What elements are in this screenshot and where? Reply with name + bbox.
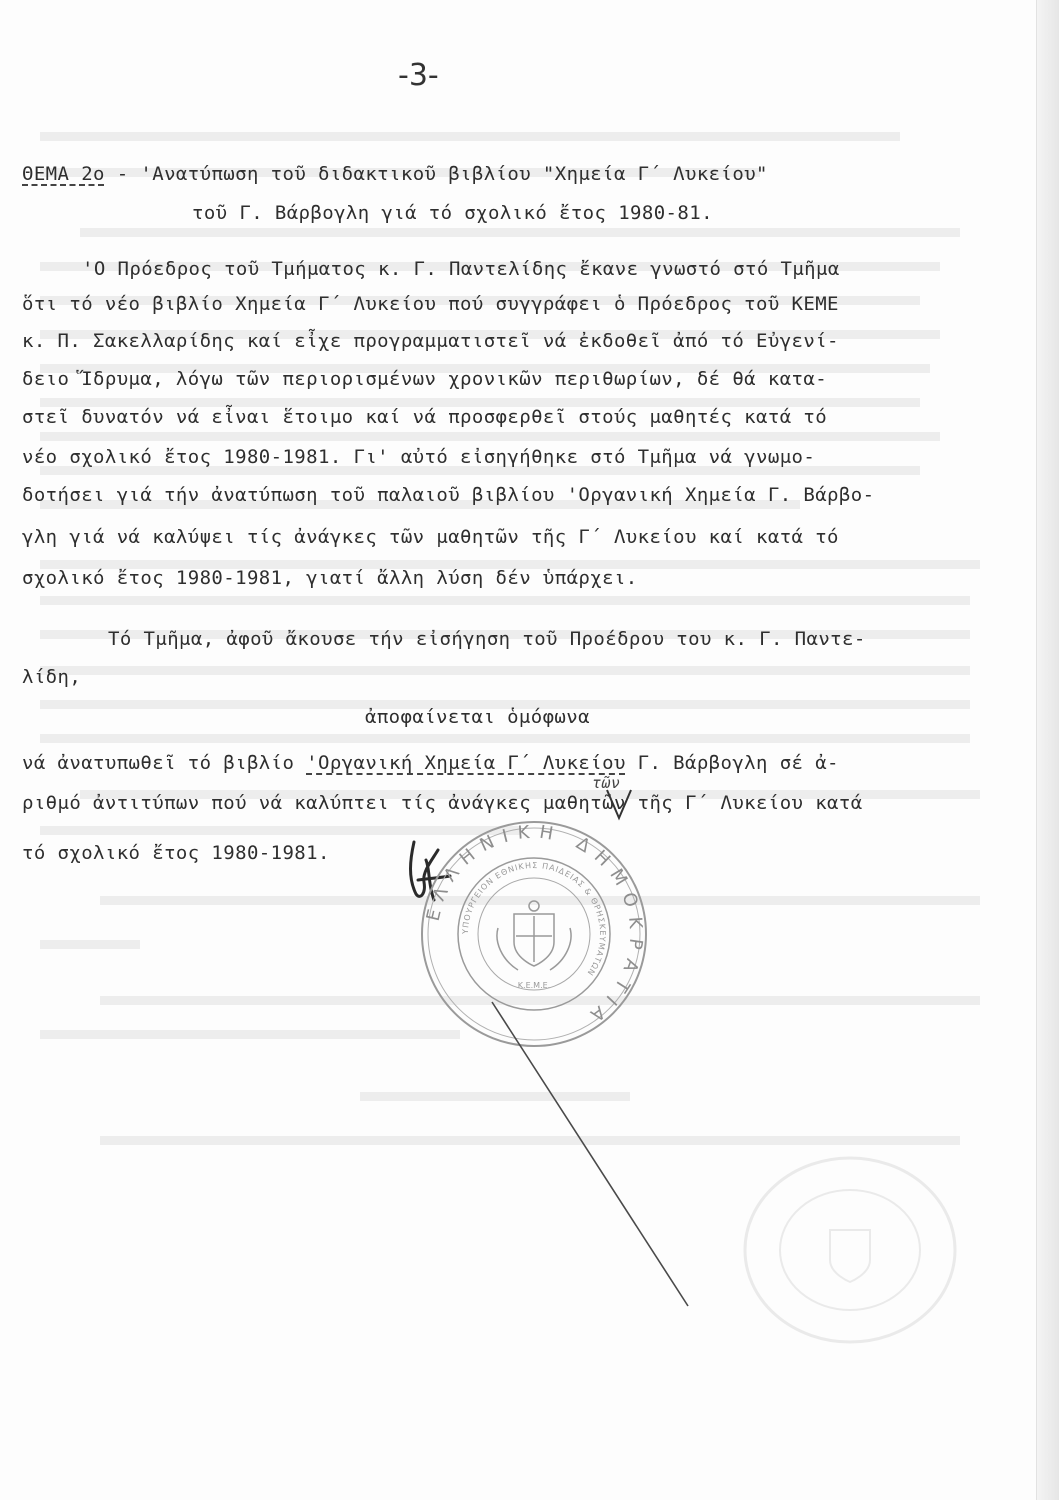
paragraph1-line: σχολικό ἔτος 1980-1981, γιατί ἄλλη λύση δέν ὑπάρχει. xyxy=(22,567,638,589)
seal-outer-text: ΕΛΛΗΝΙΚΗ ΔΗΜΟΚΡΑΤΙΑ xyxy=(422,821,647,1031)
subject-title-line-2: τοῦ Γ. Βάρβογλη γιά τό σχολικό ἔτος 1980-81. xyxy=(192,202,713,224)
paragraph1-line: γλη γιά νά καλύψει τίς ἀνάγκες τῶν μαθητῶν τῆς Γ΄ Λυκείου καί κατά τό xyxy=(22,526,839,548)
decision-line-1-pre: νά ἀνατυπωθεῖ τό βιβλίο xyxy=(22,752,307,774)
seal-bottom-text: Κ.Ε.Μ.Ε. xyxy=(517,981,551,990)
decision-line-1 xyxy=(22,752,839,774)
paragraph1-line: δειο Ἵδρυμα, λόγω τῶν περιορισμένων χρονικῶν περιθωρίων, δέ θά κατα- xyxy=(22,368,828,390)
paragraph1-line: στεῖ δυνατόν νά εἶναι ἕτοιμο καί νά προσφερθεῖ στούς μαθητές κατά τό xyxy=(22,406,828,428)
paragraph1-line: δοτήσει γιά τήν ἀνατύπωση τοῦ παλαιοῦ βιβλίου 'Οργανική Χημεία Γ. Βάρβο- xyxy=(22,484,875,506)
decision-line-1-post: Γ. Βάρβογλη σέ ἀ- xyxy=(625,752,839,774)
subject-title-line-1: 'Ανατύπωση τοῦ διδακτικοῦ βιβλίου "Χημεία Γ΄ Λυκείου" xyxy=(140,163,768,185)
diagonal-pen-stroke xyxy=(490,1000,690,1310)
book-title: 'Οργανική Χημεία Γ΄ Λυκείου xyxy=(306,752,626,774)
page-number: -3- xyxy=(398,58,439,93)
faint-stamp-bleed xyxy=(735,1150,965,1350)
paragraph1-line: κ. Π. Σακελλαρίδης καί εἶχε προγραμματιστεῖ νά ἐκδοθεῖ ἀπό τό Εὐγενί- xyxy=(22,330,839,352)
decision-line-3: τό σχολικό ἔτος 1980-1981. xyxy=(22,842,330,864)
subject-line-1 xyxy=(22,163,768,185)
paragraph2-line: Τό Τμῆμα, ἀφοῦ ἄκουσε τήν εἰσήγηση τοῦ Προέδρου του κ. Γ. Παντε- xyxy=(108,628,866,650)
subject-label: ΘΕΜΑ 2ο xyxy=(22,163,105,185)
subject-dash: - xyxy=(104,163,141,185)
paragraph1-line: 'Ο Πρόεδρος τοῦ Τμήματος κ. Γ. Παντελίδης ἔκανε γνωστό στό Τμῆμα xyxy=(82,258,840,280)
paragraph1-line: νέο σχολικό ἔτος 1980-1981. Γι' αὐτό εἰσηγήθηκε στό Τμῆμα νά γνωμο- xyxy=(22,446,816,468)
handwritten-insert: τῶν xyxy=(592,774,621,792)
decision-heading: ἀποφαίνεται ὁμόφωνα xyxy=(365,706,590,728)
decision-line-2: ριθμό ἀντιτύπων πού νά καλύπτει τίς ἀνάγκες μαθητῶν τῆς Γ΄ Λυκείου κατά xyxy=(22,792,863,814)
paragraph2-line: λίδη, xyxy=(22,666,82,688)
paragraph1-line: ὅτι τό νέο βιβλίο Χημεία Γ΄ Λυκείου πού συγγράφει ὁ Πρόεδρος τοῦ ΚΕΜΕ xyxy=(22,293,839,315)
seal-inner-text: ΥΠΟΥΡΓΕΙΟΝ ΕΘΝΙΚΗΣ ΠΑΙΔΕΙΑΣ & ΘΡΗΣΚΕΥΜΑΤΩΝ xyxy=(460,860,608,978)
